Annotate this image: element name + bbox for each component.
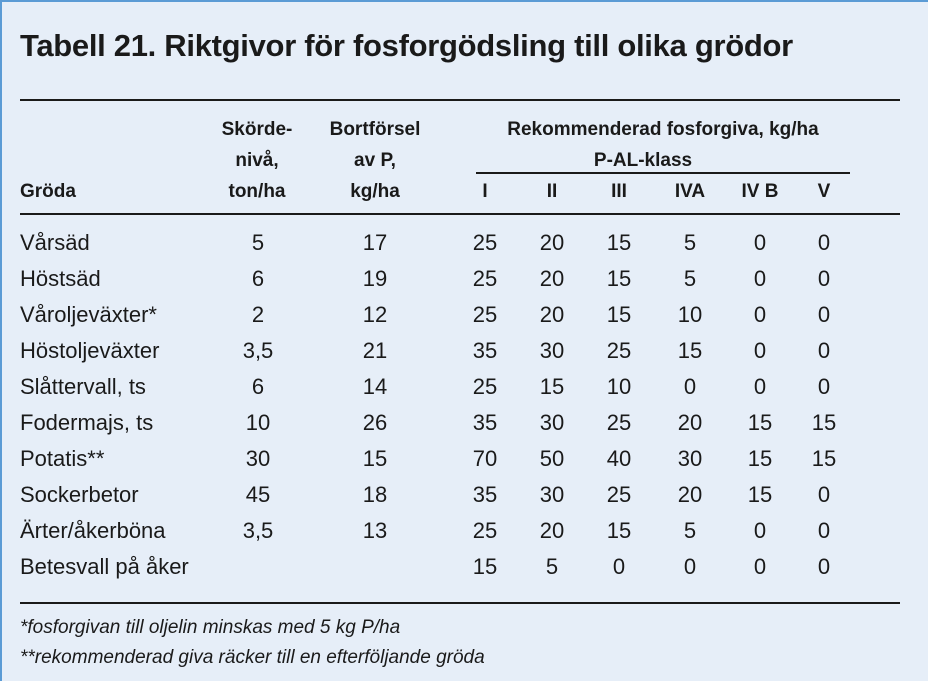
class-value: 15 bbox=[811, 446, 837, 471]
class-value: 15 bbox=[472, 554, 498, 579]
removal-value: 14 bbox=[362, 374, 388, 399]
crop-name: Vårsäd bbox=[20, 230, 90, 255]
table-title: Tabell 21. Riktgivor för fosforgödsling till olika grödor bbox=[20, 28, 793, 63]
class-value: 0 bbox=[753, 374, 767, 399]
removal-value: 13 bbox=[362, 518, 388, 543]
class-value: 30 bbox=[539, 482, 565, 507]
class-value: 20 bbox=[539, 230, 565, 255]
class-value: 0 bbox=[817, 266, 831, 291]
class-value: 15 bbox=[811, 410, 837, 435]
class-value: 0 bbox=[817, 302, 831, 327]
header-removal-line1: Bortförsel bbox=[329, 119, 421, 140]
yield-value: 6 bbox=[251, 374, 265, 399]
yield-value: 30 bbox=[245, 446, 271, 471]
class-value: 0 bbox=[753, 554, 767, 579]
class-value: 10 bbox=[606, 374, 632, 399]
class-value: 15 bbox=[747, 410, 773, 435]
class-value: 20 bbox=[539, 302, 565, 327]
class-value: 20 bbox=[539, 518, 565, 543]
header-recommended: Rekommenderad fosforgiva, kg/ha bbox=[507, 119, 819, 140]
class-value: 15 bbox=[606, 266, 632, 291]
yield-value: 10 bbox=[245, 410, 271, 435]
removal-value: 19 bbox=[362, 266, 388, 291]
class-value: 25 bbox=[606, 482, 632, 507]
yield-value: 45 bbox=[245, 482, 271, 507]
class-value: 70 bbox=[472, 446, 498, 471]
top-rule bbox=[20, 99, 900, 101]
class-value: 5 bbox=[545, 554, 559, 579]
removal-value: 17 bbox=[362, 230, 388, 255]
class-value: 35 bbox=[472, 482, 498, 507]
header-yield-line3: ton/ha bbox=[228, 181, 286, 202]
header-crop: Gröda bbox=[20, 181, 76, 202]
yield-value: 5 bbox=[251, 230, 265, 255]
header-class-ii: II bbox=[546, 181, 558, 202]
class-value: 20 bbox=[539, 266, 565, 291]
crop-name: Höstsäd bbox=[20, 266, 101, 291]
class-value: 0 bbox=[817, 338, 831, 363]
removal-value: 18 bbox=[362, 482, 388, 507]
removal-value: 21 bbox=[362, 338, 388, 363]
footnote-2: **rekommenderad giva räcker till en efterföljande gröda bbox=[20, 647, 485, 668]
header-pal-class: P-AL-klass bbox=[593, 150, 693, 171]
class-value: 50 bbox=[539, 446, 565, 471]
class-value: 35 bbox=[472, 410, 498, 435]
header-class-v: V bbox=[817, 181, 831, 202]
class-value: 0 bbox=[753, 518, 767, 543]
class-value: 0 bbox=[817, 482, 831, 507]
header-yield-line1: Skörde- bbox=[221, 119, 293, 140]
class-value: 0 bbox=[683, 374, 697, 399]
footnote-1: *fosforgivan till oljelin minskas med 5 kg P/ha bbox=[20, 617, 401, 638]
class-value: 25 bbox=[606, 338, 632, 363]
class-value: 25 bbox=[472, 302, 498, 327]
class-value: 0 bbox=[817, 230, 831, 255]
class-value: 20 bbox=[677, 482, 703, 507]
class-value: 0 bbox=[683, 554, 697, 579]
class-value: 5 bbox=[683, 230, 697, 255]
crop-name: Fodermajs, ts bbox=[20, 410, 154, 435]
class-value: 30 bbox=[677, 446, 703, 471]
class-value: 0 bbox=[817, 374, 831, 399]
class-value: 15 bbox=[606, 230, 632, 255]
header-removal-line2: av P, bbox=[354, 150, 396, 171]
yield-value: 6 bbox=[251, 266, 265, 291]
class-value: 5 bbox=[683, 518, 697, 543]
class-value: 15 bbox=[747, 482, 773, 507]
class-value: 15 bbox=[606, 302, 632, 327]
class-value: 25 bbox=[606, 410, 632, 435]
class-value: 0 bbox=[817, 518, 831, 543]
header-yield-line2: nivå, bbox=[235, 150, 279, 171]
class-group-rule bbox=[476, 172, 850, 174]
class-value: 15 bbox=[747, 446, 773, 471]
crop-name: Sockerbetor bbox=[20, 482, 139, 507]
class-value: 25 bbox=[472, 266, 498, 291]
yield-value: 3,5 bbox=[242, 338, 274, 363]
crop-name: Våroljeväxter* bbox=[20, 302, 157, 327]
removal-value: 12 bbox=[362, 302, 388, 327]
removal-value: 26 bbox=[362, 410, 388, 435]
crop-name: Höstoljeväxter bbox=[20, 338, 160, 363]
class-value: 0 bbox=[817, 554, 831, 579]
crop-name: Ärter/åkerböna bbox=[20, 518, 166, 543]
crop-name: Betesvall på åker bbox=[20, 554, 189, 579]
crop-name: Potatis** bbox=[20, 446, 105, 471]
class-value: 25 bbox=[472, 518, 498, 543]
class-value: 30 bbox=[539, 410, 565, 435]
class-value: 0 bbox=[753, 338, 767, 363]
removal-value: 15 bbox=[362, 446, 388, 471]
class-value: 15 bbox=[606, 518, 632, 543]
yield-value: 2 bbox=[251, 302, 265, 327]
class-value: 15 bbox=[677, 338, 703, 363]
header-class-ivb: IV B bbox=[741, 181, 779, 202]
header-removal-line3: kg/ha bbox=[350, 181, 400, 202]
class-value: 20 bbox=[677, 410, 703, 435]
class-value: 40 bbox=[606, 446, 632, 471]
yield-value: 3,5 bbox=[242, 518, 274, 543]
class-value: 0 bbox=[753, 302, 767, 327]
header-class-iii: III bbox=[611, 181, 627, 202]
class-value: 30 bbox=[539, 338, 565, 363]
header-class-i: I bbox=[482, 181, 488, 202]
class-value: 10 bbox=[677, 302, 703, 327]
bottom-rule bbox=[20, 602, 900, 604]
class-value: 25 bbox=[472, 230, 498, 255]
class-value: 15 bbox=[539, 374, 565, 399]
class-value: 35 bbox=[472, 338, 498, 363]
header-rule bbox=[20, 213, 900, 215]
class-value: 25 bbox=[472, 374, 498, 399]
class-value: 0 bbox=[753, 230, 767, 255]
class-value: 0 bbox=[612, 554, 626, 579]
header-class-iva: IVA bbox=[674, 181, 706, 202]
class-value: 5 bbox=[683, 266, 697, 291]
class-value: 0 bbox=[753, 266, 767, 291]
crop-name: Slåttervall, ts bbox=[20, 374, 146, 399]
